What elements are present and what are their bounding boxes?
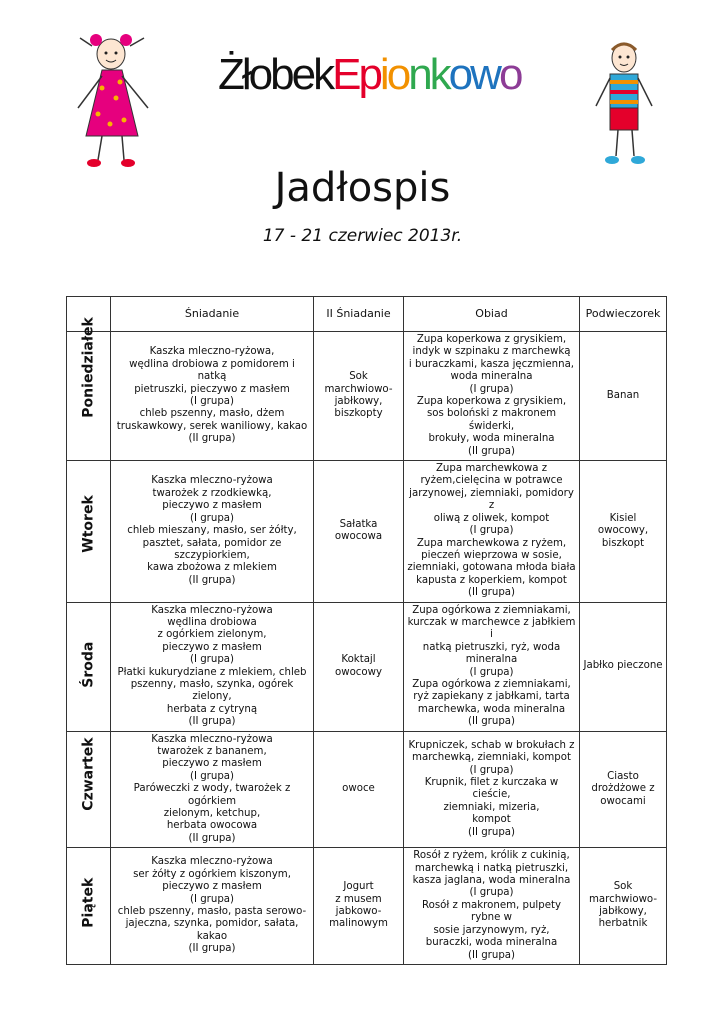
logo-letter: n: [408, 50, 430, 99]
logo-letter: E: [332, 50, 359, 99]
lunch-cell: Zupa koperkowa z grysikiem, indyk w szpinaku z marchewką i buraczkami, kasza jęczmienna, woda mineralna (I grupa) Zupa koperkowa z grysikiem, sos boloński z makronem świderki, brokuły, woda mineralna (II grupa): [404, 332, 580, 461]
breakfast-cell: Kaszka mleczno-ryżowa twarożek z rzodkiewką, pieczywo z masłem (I grupa) chleb mieszany, masło, ser żółty, pasztet, sałata, pomidor ze szczypiorkiem, kawa zbożowa z mlekiem (II grupa): [111, 461, 314, 602]
table-row: [67, 602, 667, 731]
day-label: Czwartek: [80, 737, 97, 811]
logo: [218, 50, 520, 100]
lunch-cell: Rosół z ryżem, królik z cukinią, marchewką i natką pietruszki, kasza jaglana, woda mineralna (I grupa) Rosół z makronem, pulpety rybne w sosie jarzynowym, ryż, buraczki, woda mineralna (II grupa): [404, 848, 580, 965]
header-second-breakfast: II Śniadanie: [314, 297, 404, 332]
snack-cell: Ciasto drożdżowe z owocami: [580, 731, 667, 848]
second-breakfast-cell: owoce: [314, 731, 404, 848]
logo-letter: p: [358, 50, 380, 99]
day-cell: [67, 731, 111, 848]
breakfast-cell: Kaszka mleczno-ryżowa ser żółty z ogórkiem kiszonym, pieczywo z masłem (I grupa) chleb pszenny, masło, pasta serowo- jajeczna, szynka, pomidor, sałata, kakao (II grupa): [111, 848, 314, 965]
header-lunch: Obiad: [404, 297, 580, 332]
day-label: Wtorek: [80, 495, 97, 553]
boy-illustration: [590, 40, 660, 168]
second-breakfast-cell: Sałatka owocowa: [314, 461, 404, 602]
second-breakfast-cell: Sok marchwiowo- jabłkowy, biszkopty: [314, 332, 404, 461]
lunch-cell: Krupniczek, schab w brokułach z marchewką, ziemniaki, kompot (I grupa) Krupnik, filet z kurczaka w cieście, ziemniaki, mizeria, kompot (II grupa): [404, 731, 580, 848]
day-cell: [67, 602, 111, 731]
date-range: 17 - 21 czerwiec 2013r.: [262, 226, 463, 246]
snack-cell: Banan: [580, 332, 667, 461]
second-breakfast-cell: Jogurt z musem jabkowo- malinowym: [314, 848, 404, 965]
header-breakfast: Śniadanie: [111, 297, 314, 332]
breakfast-cell: Kaszka mleczno-ryżowa, wędlina drobiowa z pomidorem i natką pietruszki, pieczywo z masłem (I grupa) chleb pszenny, masło, dżem truskawkowy, serek waniliowy, kakao (II grupa): [111, 332, 314, 461]
logo-letter: o: [386, 50, 409, 99]
lunch-cell: Zupa marchewkowa z ryżem,cielęcina w potrawce jarzynowej, ziemniaki, pomidory z oliwą z oliwek, kompot (I grupa) Zupa marchewkowa z ryżem, pieczeń wieprzowa w sosie, ziemniaki, gotowana młoda biała kapusta z koperkiem, kompot (II grupa): [404, 461, 580, 602]
logo-letter: i: [379, 50, 387, 99]
logo-part-2: [332, 50, 520, 99]
table-row: [67, 848, 667, 965]
page-title: Jadłospis: [274, 165, 451, 211]
lunch-cell: Zupa ogórkowa z ziemniakami, kurczak w marchewce z jabłkiem i natką pietruszki, ryż, woda mineralna (I grupa) Zupa ogórkowa z ziemniakami, ryż zapiekany z jabłkami, tarta marchewka, woda mineralna (II grupa): [404, 602, 580, 731]
snack-cell: Jabłko pieczone: [580, 602, 667, 731]
logo-letter: o: [498, 50, 521, 99]
day-label: Poniedziałek: [80, 316, 97, 418]
day-label: Piątek: [80, 877, 97, 928]
logo-letter: k: [429, 50, 449, 99]
snack-cell: Sok marchwiowo- jabłkowy, herbatnik: [580, 848, 667, 965]
second-breakfast-cell: Koktajl owocowy: [314, 602, 404, 731]
logo-letter: w: [470, 50, 499, 99]
logo-letter: o: [448, 50, 471, 99]
day-cell: [67, 848, 111, 965]
breakfast-cell: Kaszka mleczno-ryżowa twarożek z bananem, pieczywo z masłem (I grupa) Paróweczki z wody, twarożek z ogórkiem zielonym, ketchup, herbata owocowa (II grupa): [111, 731, 314, 848]
logo-part-1: Żłobek: [218, 50, 333, 99]
header-snack: Podwieczorek: [580, 297, 667, 332]
table-row: [67, 332, 667, 461]
day-cell: [67, 461, 111, 602]
day-cell: [67, 316, 111, 461]
snack-cell: Kisiel owocowy, biszkopt: [580, 461, 667, 602]
day-label: Środa: [80, 641, 97, 689]
menu-table: [66, 296, 667, 965]
table-row: [67, 731, 667, 848]
table-row: [67, 461, 667, 602]
table-header-row: [67, 297, 667, 332]
girl-illustration: [72, 28, 162, 170]
breakfast-cell: Kaszka mleczno-ryżowa wędlina drobiowa z ogórkiem zielonym, pieczywo z masłem (I grupa) Płatki kukurydziane z mlekiem, chleb pszenny, masło, szynka, ogórek zielony, herbata z cytryną (II grupa): [111, 602, 314, 731]
